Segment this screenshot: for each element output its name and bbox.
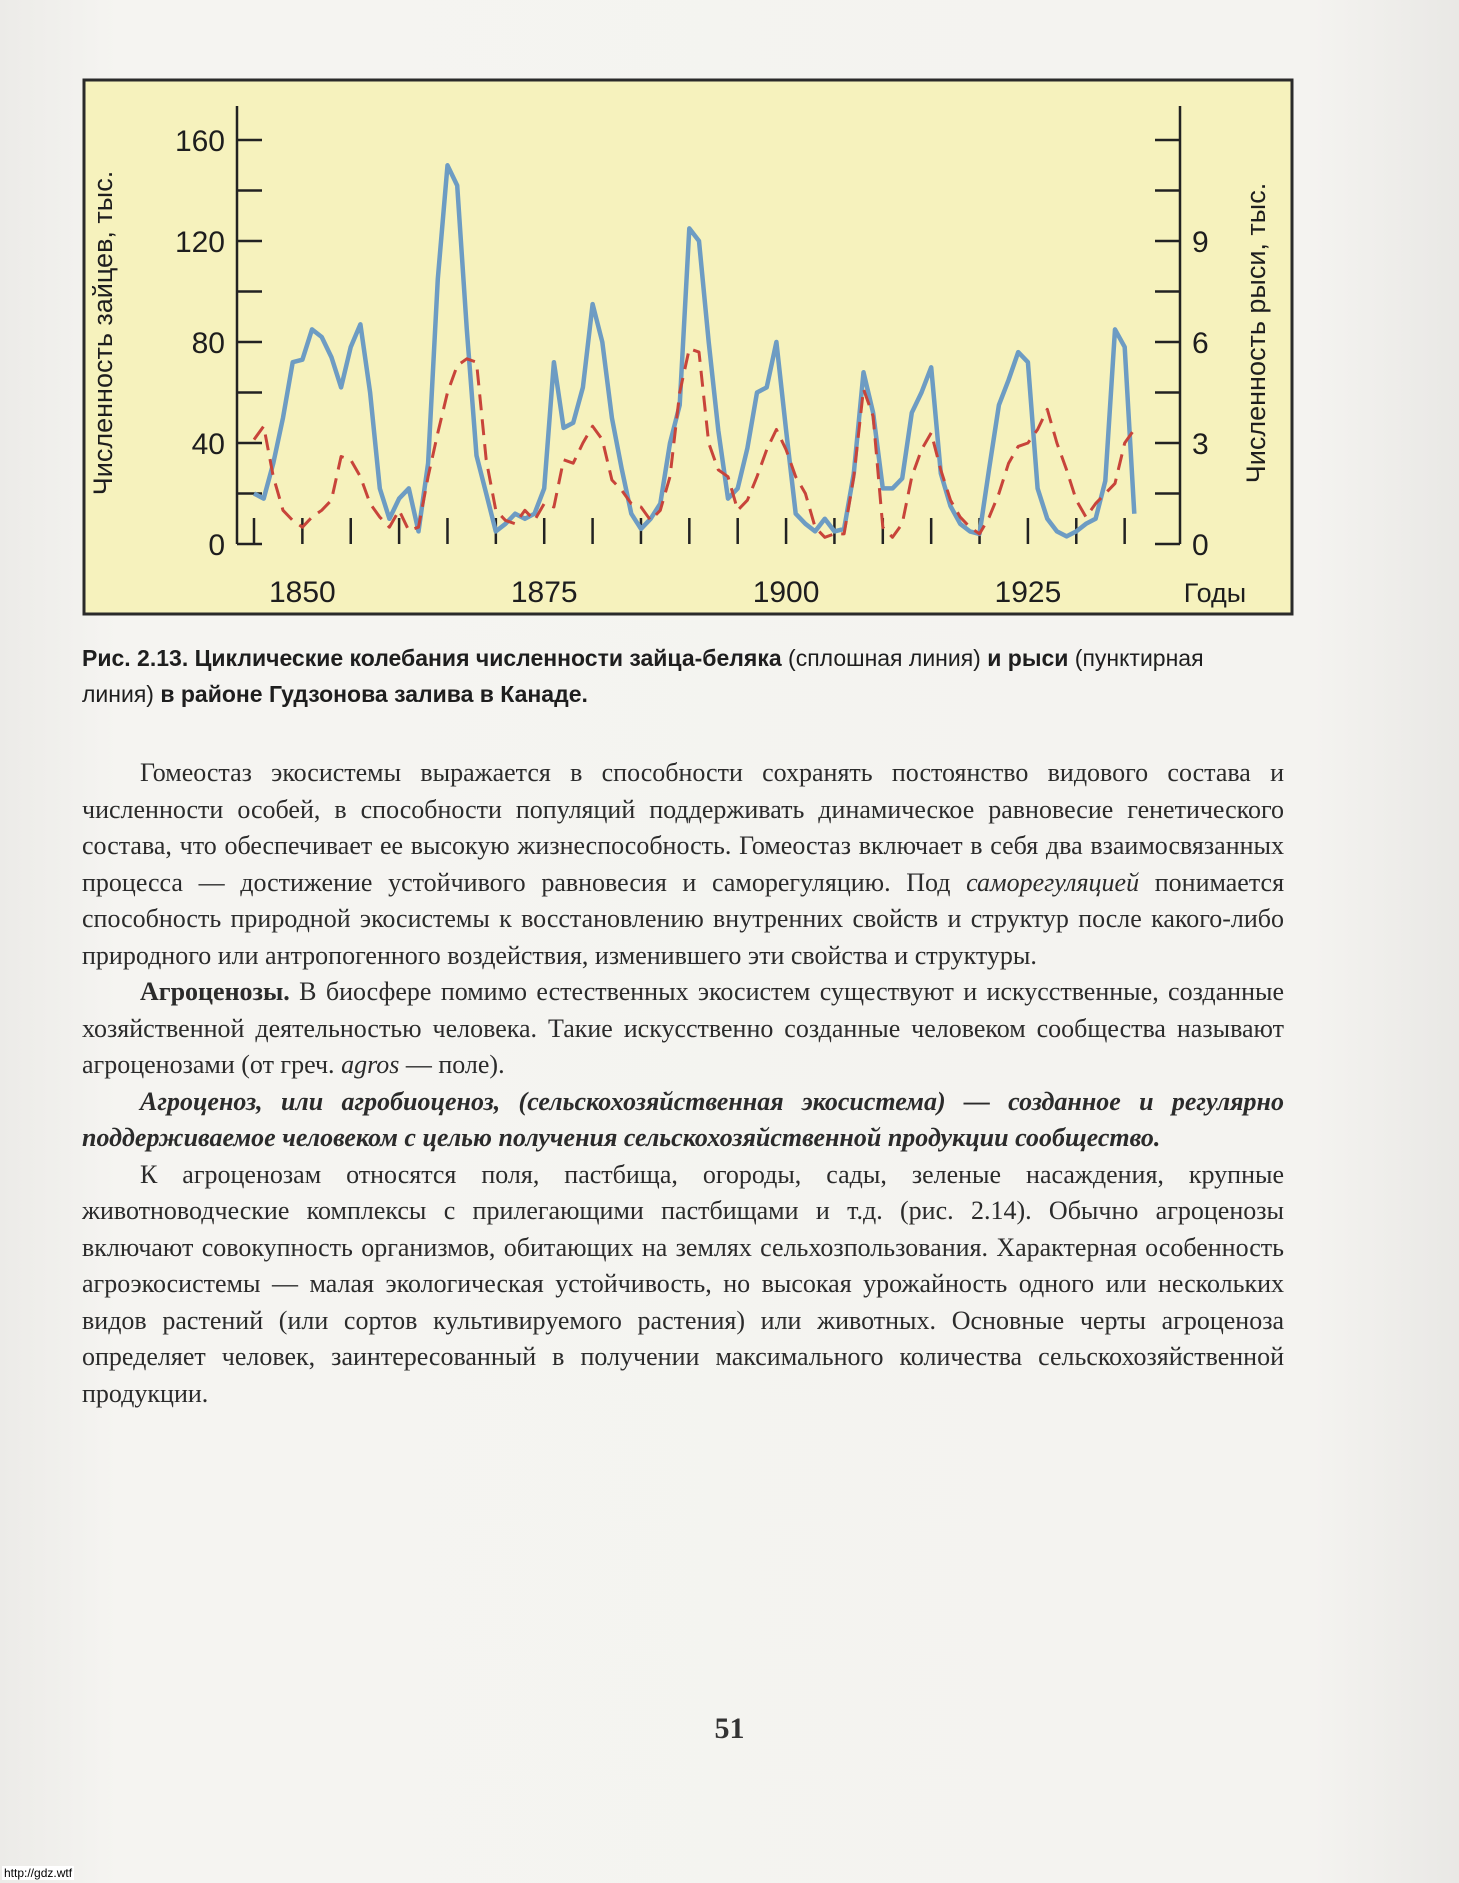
definition-agrocenosis: Агроценоз, или агробиоценоз, (сельскохозяйственная экосистема) — созданное и регулярно поддерживаемое человеком с целью получения сельскохозяйственной продукции сообщество.	[82, 1086, 1284, 1152]
left-tick-label: 40	[191, 428, 225, 461]
y-right-label: Численность рыси, тыс.	[1241, 182, 1271, 484]
caption-note-dashed: (пунктирная линия)	[82, 645, 1204, 707]
right-tick-label: 9	[1192, 226, 1209, 259]
figure-caption	[82, 640, 1272, 712]
paragraph-agrocenoses	[82, 974, 1284, 1084]
left-tick-label: 0	[208, 529, 225, 562]
paragraph-agrocenoses-text: В биосфере помимо естественных экосистем существуют и искусственные, созданные хозяйственной деятельностью человека. Такие искусственно созданные человеком сообщества называют агроценозами (от греч.	[82, 977, 1284, 1079]
left-tick-label: 160	[174, 125, 225, 158]
paragraph-agrocenoses-end: — поле).	[405, 1050, 505, 1079]
right-tick-label: 0	[1192, 529, 1209, 562]
x-tick-label: 1900	[752, 576, 820, 609]
x-tick-label: 1850	[268, 576, 336, 609]
chart-frame	[84, 80, 1292, 614]
caption-fig-number: Рис. 2.13.	[82, 645, 189, 671]
x-axis-label: Годы	[1183, 578, 1247, 608]
term-agros: agros	[341, 1050, 400, 1079]
left-tick-label: 80	[191, 327, 225, 360]
x-tick-label: 1875	[510, 576, 578, 609]
term-self-regulation: саморегуляцией	[966, 867, 1140, 897]
caption-title-part2: в районе Гудзонова залива в Канаде.	[160, 681, 588, 707]
page-number: 51	[714, 1712, 745, 1745]
right-tick-label: 3	[1192, 428, 1209, 461]
chart-svg	[82, 78, 1294, 618]
x-tick-label: 1925	[994, 576, 1062, 609]
y-left-label: Численность зайцев, тыс.	[88, 170, 118, 496]
caption-bold-lynx: и рыси	[987, 645, 1069, 671]
paragraph-homeostasis-text: Гомеостаз экосистемы выражается в способности сохранять постоянство видового состава и численности особей, в способности популяций поддерживать динамическое равновесие генетического состава, что обеспечивает ее высокую жизнеспособность. Гомеостаз включает в себя два взаимосвязанных процесса — достижение устойчивого равновесия и саморегуляцию. Под	[82, 758, 1284, 897]
paragraph-homeostasis-rest: понимается способность природной экосистемы к восстановлению внутренних свойств и структур после какого-либо природного или антропогенного воздействия, изменившего эти свойства и структуры.	[82, 867, 1285, 970]
section-heading-agrocenoses: Агроценозы.	[140, 977, 290, 1006]
left-tick-label: 120	[174, 226, 225, 259]
body-text	[82, 755, 1284, 1412]
figure-lynx-hare-chart	[82, 78, 1294, 618]
paragraph-agro-examples: К агроценозам относятся поля, пастбища, огороды, сады, зеленые насаждения, крупные животноводческие комплексы с прилегающими пастбищами и т.д. (рис. 2.14). Обычно агроценозы включают совокупность организмов, обитающих на землях сельхозпользования. Характерная особенность агроэкосистемы — малая экологическая устойчивость, но высокая урожайность одного или нескольких видов растений (или сортов культивируемого растения) или животных. Основные черты агроценоза определяет человек, заинтересованный в получении максимального количества сельскохозяйственной продукции.	[82, 1159, 1284, 1408]
right-tick-label: 6	[1192, 327, 1209, 360]
caption-title-part1: Циклические колебания численности зайца-беляка	[194, 645, 782, 671]
source-watermark: http://gdz.wtf	[4, 1866, 73, 1880]
paragraph-homeostasis	[82, 755, 1284, 974]
caption-note-solid: (сплошная линия)	[788, 645, 981, 671]
